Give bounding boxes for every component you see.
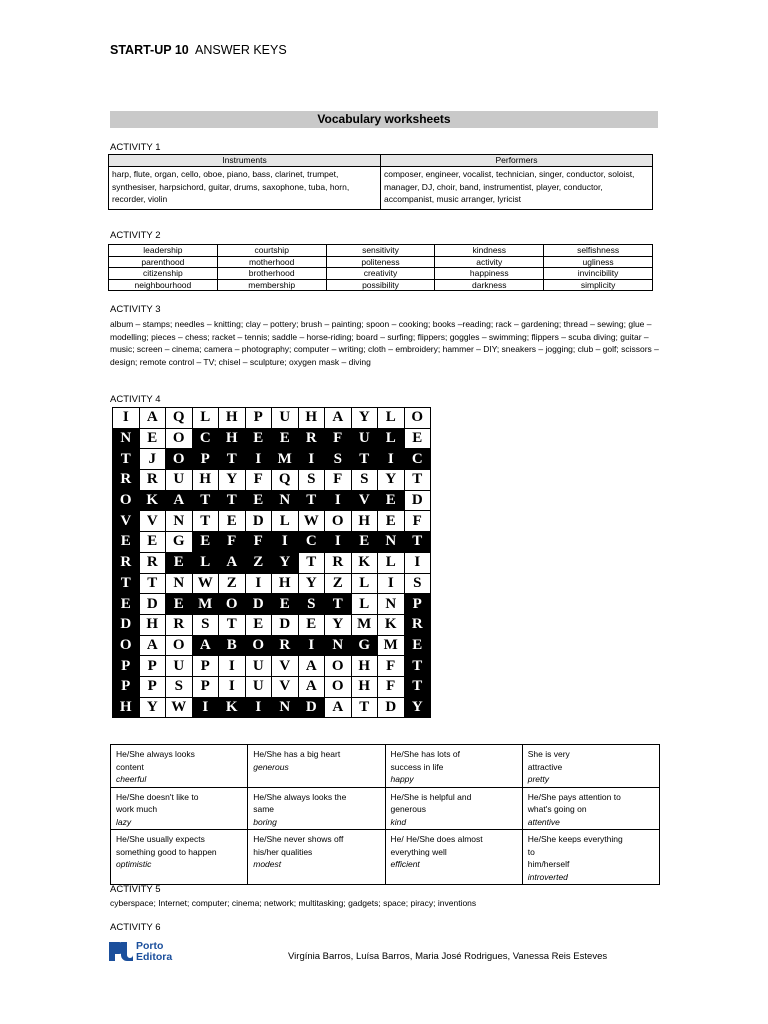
grid-cell: F xyxy=(325,428,352,449)
grid-cell: T xyxy=(325,594,352,615)
clue-text: generous xyxy=(390,804,426,814)
grid-cell: R xyxy=(113,470,140,491)
grid-cell: I xyxy=(298,635,325,656)
grid-cell: T xyxy=(219,614,246,635)
column-header-performers: Performers xyxy=(381,155,653,167)
grid-cell: D xyxy=(245,594,272,615)
clue-cell xyxy=(248,745,385,788)
clue-cell xyxy=(111,745,248,788)
grid-row xyxy=(113,511,431,532)
grid-row xyxy=(113,449,431,470)
grid-cell: I xyxy=(113,408,140,429)
clue-text: He/She always looks xyxy=(116,749,195,759)
grid-cell: D xyxy=(404,490,431,511)
grid-cell: W xyxy=(298,511,325,532)
activity2-label: ACTIVITY 2 xyxy=(110,230,161,241)
grid-cell: A xyxy=(325,408,352,429)
grid-cell: O xyxy=(166,635,193,656)
grid-cell: N xyxy=(166,573,193,594)
grid-row xyxy=(113,490,431,511)
clue-cell xyxy=(385,830,522,885)
clue-text: attractive xyxy=(527,761,563,772)
clue-text: He/She pays attention to xyxy=(527,791,621,802)
grid-cell: P xyxy=(113,656,140,677)
grid-cell: E xyxy=(245,428,272,449)
grid-cell: T xyxy=(219,449,246,470)
activity2-cell: parenthood xyxy=(109,256,218,268)
grid-cell: U xyxy=(166,470,193,491)
grid-cell: P xyxy=(192,449,219,470)
grid-cell: A xyxy=(139,408,166,429)
grid-cell: V xyxy=(272,656,299,677)
grid-cell: N xyxy=(378,532,405,553)
grid-cell: A xyxy=(325,697,352,718)
activity2-cell: citizenship xyxy=(109,268,218,280)
grid-cell: I xyxy=(325,490,352,511)
clue-text: He/She never shows off xyxy=(253,834,344,844)
grid-cell: T xyxy=(404,676,431,697)
grid-cell: V xyxy=(139,511,166,532)
grid-cell: R xyxy=(325,552,352,573)
activity2-cell: brotherhood xyxy=(217,268,326,280)
grid-cell: O xyxy=(219,594,246,615)
grid-cell: M xyxy=(272,449,299,470)
grid-cell: V xyxy=(351,490,378,511)
grid-cell: C xyxy=(298,532,325,553)
clue-answer: cheerful xyxy=(116,774,147,784)
clue-text: everything well xyxy=(390,846,447,857)
grid-cell: P xyxy=(113,676,140,697)
grid-cell: N xyxy=(272,490,299,511)
activity2-cell: kindness xyxy=(435,245,544,257)
grid-cell: T xyxy=(219,490,246,511)
grid-cell: T xyxy=(192,490,219,511)
grid-cell: T xyxy=(404,470,431,491)
grid-cell: V xyxy=(272,676,299,697)
grid-cell: K xyxy=(378,614,405,635)
grid-cell: T xyxy=(404,532,431,553)
grid-cell: E xyxy=(378,490,405,511)
grid-cell: I xyxy=(192,697,219,718)
grid-cell: S xyxy=(192,614,219,635)
activity2-cell: possibility xyxy=(326,279,435,291)
clue-answer: boring xyxy=(253,816,277,827)
grid-cell: V xyxy=(113,511,140,532)
header-title-bold: START-UP 10 xyxy=(110,43,189,57)
grid-cell: E xyxy=(166,594,193,615)
clue-cell xyxy=(385,745,522,788)
grid-cell: E xyxy=(272,594,299,615)
clue-text: his/her qualities xyxy=(253,846,313,857)
grid-cell: M xyxy=(378,635,405,656)
activity2-row xyxy=(109,245,653,257)
grid-cell: E xyxy=(139,532,166,553)
grid-cell: U xyxy=(351,428,378,449)
grid-cell: H xyxy=(139,614,166,635)
activity2-cell: ugliness xyxy=(544,256,653,268)
grid-row xyxy=(113,573,431,594)
grid-cell: K xyxy=(351,552,378,573)
grid-cell: N xyxy=(113,428,140,449)
grid-cell: E xyxy=(378,511,405,532)
activity1-label: ACTIVITY 1 xyxy=(110,142,161,153)
grid-cell: I xyxy=(219,656,246,677)
logo-line2: Editora xyxy=(136,951,173,963)
grid-cell: K xyxy=(139,490,166,511)
grid-cell: N xyxy=(325,635,352,656)
clue-text: He/She has lots of xyxy=(390,749,460,759)
grid-cell: Q xyxy=(166,408,193,429)
clue-text: content xyxy=(116,761,144,772)
grid-cell: Z xyxy=(219,573,246,594)
clue-row xyxy=(111,830,660,885)
grid-cell: G xyxy=(166,532,193,553)
grid-cell: I xyxy=(219,676,246,697)
activity2-cell: invincibility xyxy=(544,268,653,280)
grid-cell: H xyxy=(272,573,299,594)
grid-cell: E xyxy=(139,428,166,449)
activity2-cell: neighbourhood xyxy=(109,279,218,291)
activity2-row xyxy=(109,256,653,268)
grid-cell: O xyxy=(325,511,352,532)
grid-cell: D xyxy=(378,697,405,718)
grid-cell: S xyxy=(298,470,325,491)
grid-cell: I xyxy=(272,532,299,553)
grid-cell: I xyxy=(245,449,272,470)
grid-cell: N xyxy=(378,594,405,615)
grid-cell: O xyxy=(113,635,140,656)
grid-cell: Y xyxy=(298,573,325,594)
clue-answer: introverted xyxy=(527,871,568,882)
grid-cell: B xyxy=(219,635,246,656)
activity2-cell: politeness xyxy=(326,256,435,268)
performers-cell: composer, engineer, vocalist, technician, singer, conductor, soloist, manager, DJ, choir, band, instrumentist, player, conductor, accompanist, music arranger, lyricist xyxy=(381,167,653,210)
grid-cell: T xyxy=(192,511,219,532)
grid-cell: P xyxy=(192,656,219,677)
grid-cell: L xyxy=(351,573,378,594)
activity2-cell: sensitivity xyxy=(326,245,435,257)
grid-cell: Z xyxy=(325,573,352,594)
clue-cell xyxy=(111,787,248,830)
clue-text: what's going on xyxy=(527,804,587,814)
clue-answer: generous xyxy=(253,761,289,772)
grid-cell: G xyxy=(351,635,378,656)
grid-cell: M xyxy=(192,594,219,615)
grid-cell: A xyxy=(166,490,193,511)
grid-row xyxy=(113,676,431,697)
clue-row xyxy=(111,745,660,788)
grid-row xyxy=(113,635,431,656)
clue-row xyxy=(111,787,660,830)
grid-cell: T xyxy=(351,449,378,470)
grid-cell: U xyxy=(272,408,299,429)
clue-cell xyxy=(248,787,385,830)
grid-row xyxy=(113,532,431,553)
activity2-cell: leadership xyxy=(109,245,218,257)
activity3-label: ACTIVITY 3 xyxy=(110,304,161,315)
grid-cell: T xyxy=(351,697,378,718)
grid-cell: E xyxy=(404,428,431,449)
grid-cell: E xyxy=(272,428,299,449)
activity2-cell: happiness xyxy=(435,268,544,280)
grid-cell: H xyxy=(351,656,378,677)
grid-cell: E xyxy=(298,614,325,635)
clue-text: He/She has a big heart xyxy=(253,749,341,759)
grid-cell: H xyxy=(351,511,378,532)
grid-cell: E xyxy=(351,532,378,553)
grid-cell: I xyxy=(325,532,352,553)
grid-cell: O xyxy=(325,676,352,697)
grid-row xyxy=(113,408,431,429)
grid-cell: Y xyxy=(219,470,246,491)
activity1-table xyxy=(108,154,653,210)
grid-cell: U xyxy=(245,656,272,677)
grid-cell: E xyxy=(245,614,272,635)
grid-cell: T xyxy=(113,449,140,470)
grid-row xyxy=(113,552,431,573)
grid-cell: S xyxy=(351,470,378,491)
grid-cell: A xyxy=(298,656,325,677)
clue-text: to xyxy=(527,846,535,857)
clue-text: She is very xyxy=(527,749,570,759)
grid-row xyxy=(113,614,431,635)
grid-cell: Y xyxy=(272,552,299,573)
grid-cell: C xyxy=(404,449,431,470)
clue-text: He/She usually expects xyxy=(116,834,205,844)
clue-text: something good to happen xyxy=(116,846,217,857)
logo-line1: Porto xyxy=(136,940,164,952)
grid-cell: F xyxy=(378,656,405,677)
word-search-grid xyxy=(112,407,431,718)
grid-cell: P xyxy=(139,656,166,677)
grid-cell: Z xyxy=(245,552,272,573)
grid-cell: D xyxy=(113,614,140,635)
grid-cell: I xyxy=(298,449,325,470)
grid-cell: S xyxy=(166,676,193,697)
grid-cell: R xyxy=(139,552,166,573)
grid-cell: Y xyxy=(378,470,405,491)
porto-editora-logo-icon xyxy=(108,940,134,967)
grid-cell: R xyxy=(139,470,166,491)
instruments-cell: harp, flute, organ, cello, oboe, piano, bass, clarinet, trumpet, synthesiser, harpsichord, guitar, drums, saxophone, tuba, horn, recorder, violin xyxy=(109,167,381,210)
grid-cell: U xyxy=(245,676,272,697)
activity5-label: ACTIVITY 5 xyxy=(110,884,161,895)
activity2-cell: simplicity xyxy=(544,279,653,291)
grid-cell: A xyxy=(192,635,219,656)
grid-cell: D xyxy=(298,697,325,718)
grid-cell: F xyxy=(325,470,352,491)
clue-answer: pretty xyxy=(527,774,550,784)
activity6-label: ACTIVITY 6 xyxy=(110,922,161,933)
activity2-table xyxy=(108,244,653,291)
clue-answer: modest xyxy=(253,859,282,869)
grid-cell: R xyxy=(404,614,431,635)
grid-cell: E xyxy=(245,490,272,511)
grid-cell: F xyxy=(245,532,272,553)
grid-cell: Y xyxy=(404,697,431,718)
grid-cell: H xyxy=(192,470,219,491)
grid-cell: E xyxy=(113,532,140,553)
activity4-label: ACTIVITY 4 xyxy=(110,394,161,405)
grid-row xyxy=(113,428,431,449)
grid-cell: W xyxy=(192,573,219,594)
grid-cell: U xyxy=(166,656,193,677)
grid-row xyxy=(113,697,431,718)
grid-cell: Y xyxy=(325,614,352,635)
grid-cell: O xyxy=(404,408,431,429)
clue-cell xyxy=(522,830,659,885)
publisher-name xyxy=(136,941,172,963)
clue-answer: kind xyxy=(390,816,407,827)
activity2-cell: creativity xyxy=(326,268,435,280)
grid-cell: D xyxy=(139,594,166,615)
clue-cell xyxy=(248,830,385,885)
grid-cell: D xyxy=(245,511,272,532)
grid-cell: Q xyxy=(272,470,299,491)
grid-cell: O xyxy=(325,656,352,677)
clue-cell xyxy=(522,745,659,788)
clue-answer: attentive xyxy=(527,816,560,827)
grid-cell: I xyxy=(245,573,272,594)
grid-cell: E xyxy=(166,552,193,573)
grid-cell: H xyxy=(219,428,246,449)
clue-cell xyxy=(385,787,522,830)
grid-cell: H xyxy=(351,676,378,697)
clue-cell xyxy=(522,787,659,830)
grid-cell: I xyxy=(404,552,431,573)
clue-text: success in life xyxy=(390,761,444,772)
clue-text: work much xyxy=(116,804,158,814)
grid-cell: A xyxy=(298,676,325,697)
grid-cell: S xyxy=(325,449,352,470)
grid-cell: P xyxy=(192,676,219,697)
grid-cell: L xyxy=(378,408,405,429)
activity2-cell: membership xyxy=(217,279,326,291)
grid-cell: P xyxy=(139,676,166,697)
authors: Virgínia Barros, Luísa Barros, Maria José Rodrigues, Vanessa Reis Esteves xyxy=(288,951,608,962)
grid-cell: M xyxy=(351,614,378,635)
grid-cell: Y xyxy=(139,697,166,718)
grid-cell: J xyxy=(139,449,166,470)
clue-text: He/ He/She does almost xyxy=(390,834,483,844)
grid-cell: O xyxy=(166,449,193,470)
grid-row xyxy=(113,470,431,491)
grid-cell: L xyxy=(351,594,378,615)
grid-cell: H xyxy=(219,408,246,429)
grid-cell: L xyxy=(272,511,299,532)
grid-cell: A xyxy=(139,635,166,656)
grid-cell: E xyxy=(219,511,246,532)
grid-cell: N xyxy=(272,697,299,718)
activity2-cell: darkness xyxy=(435,279,544,291)
grid-row xyxy=(113,656,431,677)
activity2-row xyxy=(109,268,653,280)
grid-cell: O xyxy=(166,428,193,449)
grid-cell: F xyxy=(219,532,246,553)
grid-cell: Y xyxy=(351,408,378,429)
grid-cell: T xyxy=(298,552,325,573)
grid-cell: N xyxy=(166,511,193,532)
grid-cell: R xyxy=(298,428,325,449)
activity4-clues-table xyxy=(110,744,660,885)
clue-text: He/She is helpful and xyxy=(390,791,472,802)
grid-row xyxy=(113,594,431,615)
clue-text: He/She doesn't like to xyxy=(116,791,199,802)
grid-cell: R xyxy=(272,635,299,656)
grid-cell: L xyxy=(378,552,405,573)
grid-cell: P xyxy=(245,408,272,429)
page-header xyxy=(110,43,287,57)
grid-cell: A xyxy=(219,552,246,573)
column-header-instruments: Instruments xyxy=(109,155,381,167)
grid-cell: F xyxy=(404,511,431,532)
grid-cell: I xyxy=(378,573,405,594)
activity5-text: cyberspace; Internet; computer; cinema; network; multitasking; gadgets; space; piracy; inventions xyxy=(110,898,477,908)
clue-text: him/herself xyxy=(527,859,570,869)
grid-cell: E xyxy=(113,594,140,615)
header-title-rest: ANSWER KEYS xyxy=(195,43,287,57)
grid-cell: T xyxy=(113,573,140,594)
grid-cell: D xyxy=(272,614,299,635)
grid-cell: I xyxy=(378,449,405,470)
grid-cell: I xyxy=(245,697,272,718)
clue-answer: efficient xyxy=(390,859,420,869)
grid-cell: L xyxy=(192,552,219,573)
clue-answer: lazy xyxy=(116,816,132,827)
grid-cell: R xyxy=(113,552,140,573)
grid-cell: L xyxy=(192,408,219,429)
grid-cell: S xyxy=(298,594,325,615)
grid-cell: O xyxy=(113,490,140,511)
grid-cell: H xyxy=(298,408,325,429)
clue-cell xyxy=(111,830,248,885)
clue-text: He/She always looks the xyxy=(253,791,347,802)
section-banner: Vocabulary worksheets xyxy=(110,111,658,128)
grid-cell: S xyxy=(404,573,431,594)
grid-cell: O xyxy=(245,635,272,656)
grid-cell: L xyxy=(378,428,405,449)
activity2-cell: activity xyxy=(435,256,544,268)
grid-cell: F xyxy=(378,676,405,697)
grid-cell: K xyxy=(219,697,246,718)
grid-cell: H xyxy=(113,697,140,718)
grid-cell: C xyxy=(192,428,219,449)
clue-text: He/She keeps everything xyxy=(527,834,623,844)
clue-answer: optimistic xyxy=(116,859,152,869)
grid-cell: T xyxy=(404,656,431,677)
clue-answer: happy xyxy=(390,774,414,784)
grid-cell: W xyxy=(166,697,193,718)
grid-cell: F xyxy=(245,470,272,491)
grid-cell: T xyxy=(298,490,325,511)
grid-cell: R xyxy=(166,614,193,635)
grid-cell: E xyxy=(404,635,431,656)
grid-cell: E xyxy=(192,532,219,553)
clue-text: same xyxy=(253,804,275,814)
activity2-cell: courtship xyxy=(217,245,326,257)
grid-cell: P xyxy=(404,594,431,615)
activity3-text: album – stamps; needles – knitting; clay – pottery; brush – painting; spoon – cooking; books –reading; rack – gardening; thread – sewing; glue – modelling; pieces – chess; racket – tennis; saddle – horse-riding; board – surfing; flippers; goggles – swimming; flippers – scuba diving; guitar – music; screen – cinema; camera – photography; computer – writing; cloth – embroidery; hammer – DIY; sneakers – jogging; club – golf; scissors – design; remote control – TV; chisel – sculpture; oxygen mask – diving xyxy=(110,319,659,367)
activity2-row xyxy=(109,279,653,291)
activity2-cell: selfishness xyxy=(544,245,653,257)
grid-cell: T xyxy=(139,573,166,594)
activity2-cell: motherhood xyxy=(217,256,326,268)
